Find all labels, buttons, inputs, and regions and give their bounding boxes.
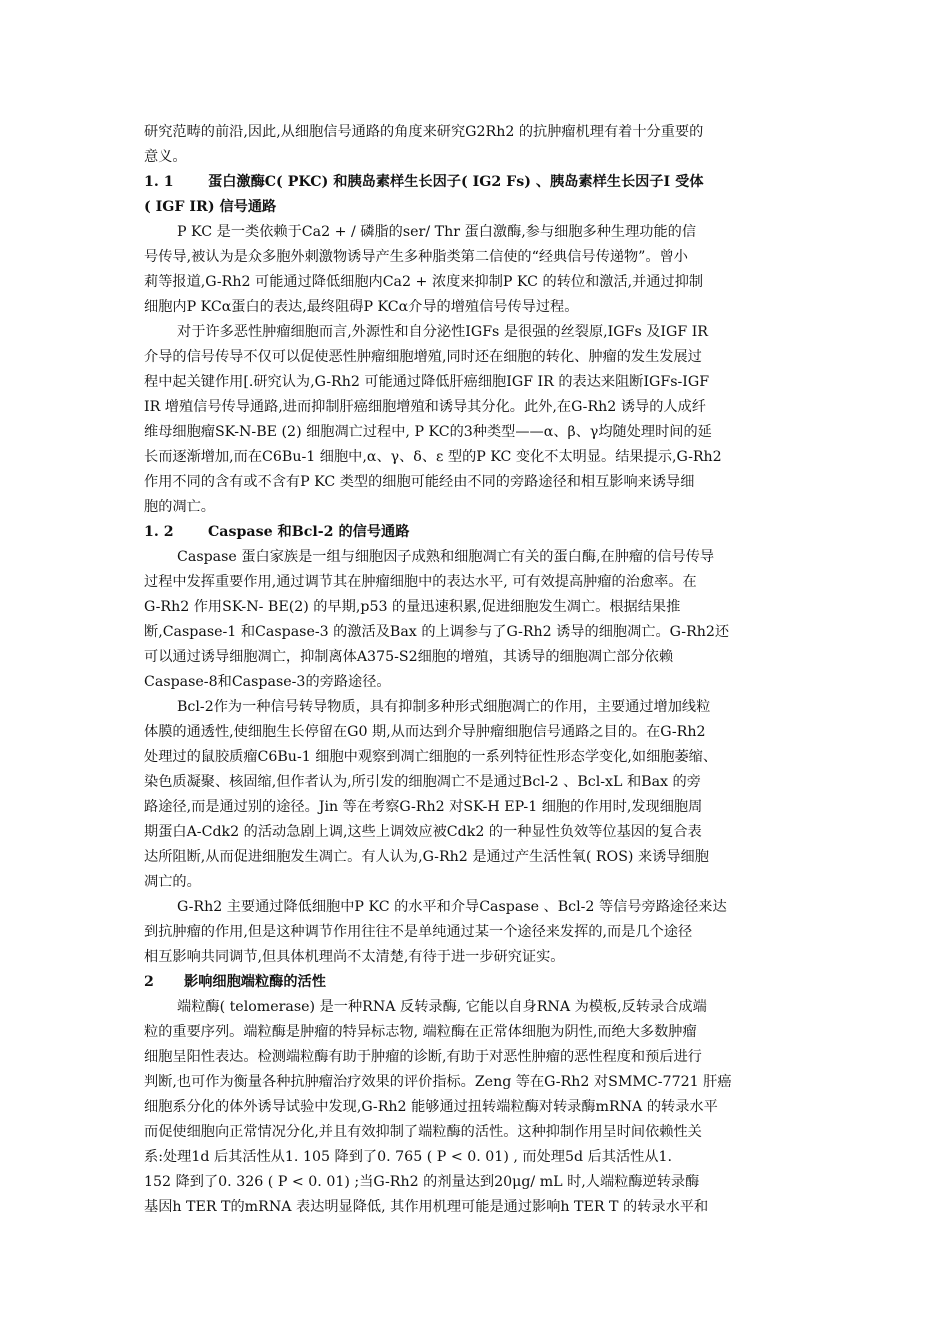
section-number: 2 — [144, 974, 154, 990]
paragraph-line: 细胞呈阳性表达。检测端粒酶有助于肿瘤的诊断,有助于对恶性肿瘤的恶性程度和预后进行 — [144, 1049, 702, 1065]
section-heading-2 — [144, 970, 812, 995]
paragraph-line: 端粒酶( telomerase) 是一种RNA 反转录酶, 它能以自身RNA 为模板,反转录合成端 — [177, 999, 707, 1015]
paragraph-line: P KC 是一类依赖于Ca2 + / 磷脂的ser/ Thr 蛋白激酶,参与细胞多种生理功能的信 — [177, 224, 697, 240]
paragraph-line: 莉等报道,G-Rh2 可能通过降低细胞内Ca2 + 浓度来抑制P KC 的转位和激活,并通过抑制 — [144, 274, 704, 290]
paragraph-line: 介导的信号传导不仅可以促使恶性肿瘤细胞增殖,同时还在细胞的转化、肿瘤的发生发展过 — [144, 349, 702, 365]
section-title: 蛋白激酶C( PKC) 和胰岛素样生长因子( IG2 Fs) 、胰岛素样生长因子Ⅰ 受体 — [208, 174, 704, 190]
paragraph-line: 而促使细胞向正常情况分化,并且有效抑制了端粒酶的活性。这种抑制作用呈时间依赖性关 — [144, 1124, 702, 1140]
paragraph-line: 基因h TER T的mRNA 表达明显降低, 其作用机理可能是通过影响h TER T 的转录水平和 — [144, 1199, 709, 1215]
paragraph-line: 对于许多恶性肿瘤细胞而言,外源性和自分泌性IGFs 是很强的丝裂原,IGFs 及IGF IR — [177, 324, 708, 340]
text-line: 意义。 — [144, 149, 187, 165]
section-title: Caspase 和Bcl-2 的信号通路 — [208, 524, 410, 540]
document-page — [144, 120, 812, 1220]
paragraph-line: 可以通过诱导细胞凋亡，抑制离体A375-S2细胞的增殖，其诱导的细胞凋亡部分依赖 — [144, 649, 674, 665]
paragraph-line: 期蛋白A-Cdk2 的活动急剧上调,这些上调效应被Cdk2 的一种显性负效等位基因的复合表 — [144, 824, 702, 840]
section-number: 1. 1 — [144, 174, 174, 190]
paragraph-line: 到抗肿瘤的作用,但是这种调节作用往往不是单纯通过某一个途径来发挥的,而是几个途径 — [144, 924, 693, 940]
paragraph-line: 细胞内P KCα蛋白的表达,最终阻碍P KCα介导的增殖信号传导过程。 — [144, 299, 579, 315]
paragraph-line: Bcl-2作为一种信号转导物质，具有抑制多种形式细胞凋亡的作用，主要通过增加线粒 — [177, 699, 711, 715]
paragraph-line: Caspase-8和Caspase-3的旁路途径。 — [144, 674, 391, 690]
paragraph-line: 过程中发挥重要作用,通过调节其在肿瘤细胞中的表达水平, 可有效提高肿瘤的治愈率。在 — [144, 574, 697, 590]
paragraph-line: 胞的凋亡。 — [144, 499, 215, 515]
section-heading-1-2 — [144, 520, 812, 545]
section-number: 1. 2 — [144, 524, 174, 540]
paragraph-line: IR 增殖信号传导通路,进而抑制肝癌细胞增殖和诱导其分化。此外,在G-Rh2 诱导的人成纤 — [144, 399, 706, 415]
section-title: 影响细胞端粒酶的活性 — [184, 974, 326, 990]
paragraph-line: 程中起关键作用[.研究认为,G-Rh2 可能通过降低肝癌细胞IGF IR 的表达来阻断IGFs-IGF — [144, 374, 710, 390]
paragraph-line: G-Rh2 主要通过降低细胞中P KC 的水平和介导Caspase 、Bcl-2 等信号旁路途径来达 — [177, 899, 727, 915]
paragraph-line: 凋亡的。 — [144, 874, 201, 890]
paragraph-line: Caspase 蛋白家族是一组与细胞因子成熟和细胞凋亡有关的蛋白酶,在肿瘤的信号传导 — [177, 549, 715, 565]
paragraph-line: 系:处理1d 后其活性从1. 105 降到了0. 765 ( P < 0. 01) , 而处理5d 后其活性从1. — [144, 1149, 673, 1165]
paragraph-line: 处理过的鼠胶质瘤C6Bu-1 细胞中观察到凋亡细胞的一系列特征性形态学变化,如细胞萎缩、 — [144, 749, 718, 765]
paragraph-line: 相互影响共同调节,但具体机理尚不太清楚,有待于进一步研究证实。 — [144, 949, 565, 965]
paragraph-line: 长而逐渐增加,而在C6Bu-1 细胞中,α、γ、δ、ε 型的P KC 变化不太明显。结果提示,G-Rh2 — [144, 449, 722, 465]
paragraph-line: 路途径,而是通过别的途径。Jin 等在考察G-Rh2 对SK-H EP-1 细胞的作用时,发现细胞周 — [144, 799, 703, 815]
paragraph-line: 粒的重要序列。端粒酶是肿瘤的特异标志物, 端粒酶在正常体细胞为阴性,而绝大多数肿瘤 — [144, 1024, 697, 1040]
paragraph-line: 维母细胞瘤SK-N-BE (2) 细胞凋亡过程中, P KC的3种类型——α、β、γ均随处理时间的延 — [144, 424, 712, 440]
paragraph-line: 断,Caspase-1 和Caspase-3 的激活及Bax 的上调参与了G-Rh2 诱导的细胞凋亡。G-Rh2还 — [144, 624, 730, 640]
text-line: 研究范畴的前沿,因此,从细胞信号通路的角度来研究G2Rh2 的抗肿瘤机理有着十分重要的 — [144, 124, 704, 140]
paragraph-line: 号传导,被认为是众多胞外刺激物诱导产生多种脂类第二信使的“经典信号传递物”。曾小 — [144, 249, 688, 265]
paragraph-line: 判断,也可作为衡量各种抗肿瘤治疗效果的评价指标。Zeng 等在G-Rh2 对SMMC-7721 肝癌 — [144, 1074, 732, 1090]
paragraph-line: 152 降到了0. 326 ( P < 0. 01) ;当G-Rh2 的剂量达到20μg/ mL 时,人端粒酶逆转录酶 — [144, 1174, 700, 1190]
paragraph-line: 体膜的通透性,使细胞生长停留在G0 期,从而达到介导肿瘤细胞信号通路之目的。在G-Rh2 — [144, 724, 706, 740]
section-heading-1-1-cont: ( IGF IR) 信号通路 — [144, 199, 277, 215]
paragraph-line: 作用不同的含有或不含有P KC 类型的细胞可能经由不同的旁路途径和相互影响来诱导细 — [144, 474, 695, 490]
paragraph-line: 染色质凝聚、核固缩,但作者认为,所引发的细胞凋亡不是通过Bcl-2 、Bcl-xL 和Bax 的旁 — [144, 774, 701, 790]
section-heading-1-1 — [144, 170, 812, 195]
paragraph-line: G-Rh2 作用SK-N- BE(2) 的早期,p53 的量迅速积累,促进细胞发生凋亡。根据结果推 — [144, 599, 681, 615]
paragraph-line: 细胞系分化的体外诱导试验中发现,G-Rh2 能够通过扭转端粒酶对转录酶mRNA 的转录水平 — [144, 1099, 718, 1115]
paragraph-line: 达所阻断,从而促进细胞发生凋亡。有人认为,G-Rh2 是通过产生活性氧( ROS) 来诱导细胞 — [144, 849, 709, 865]
